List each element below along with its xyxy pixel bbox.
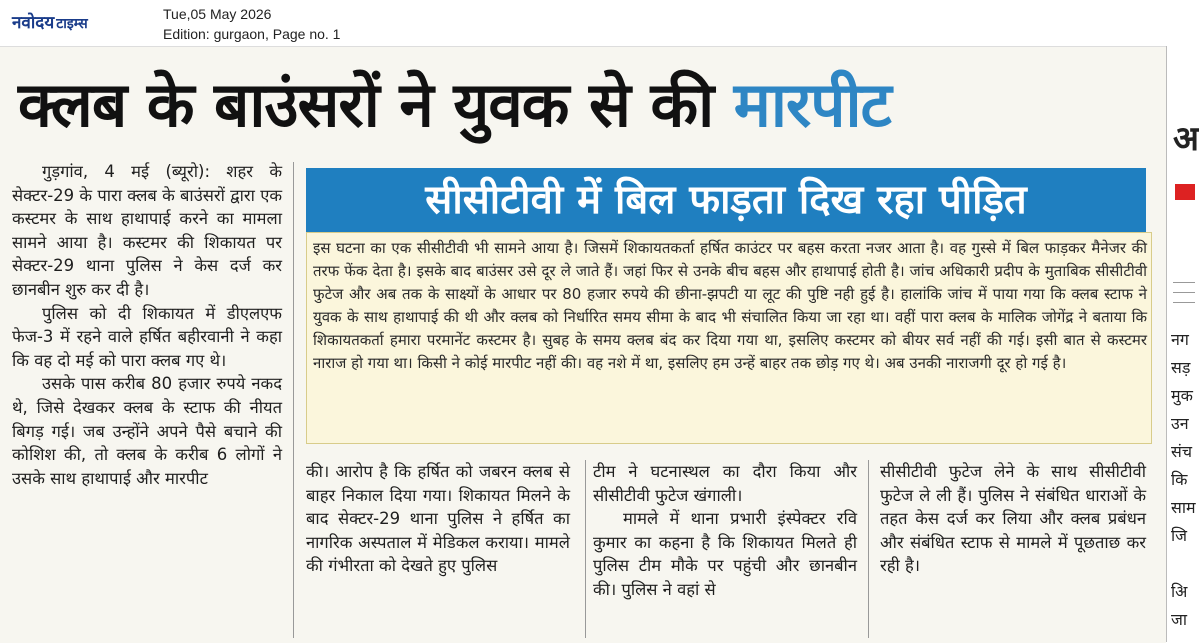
side-text-fragment: सड़ [1171, 358, 1191, 377]
headline-highlight: मारपीट [733, 68, 891, 141]
sub-headline-banner: सीसीटीवी में बिल फाड़ता दिख रहा पीड़ित [306, 168, 1146, 232]
boxed-paragraph: इस घटना का एक सीसीटीवी भी सामने आया है। जिसमें शिकायतकर्ता हर्षित काउंटर पर बहस करता नजर आता है। वह गुस्से में बिल फाड़कर मैनेजर की तरफ फेंक देता है। इसके बाद बाउंसर उसे दूर ले जाते हैं। जहां फिर से उनके बीच बहस और हाथापाई होती है। जांच अधिकारी प्रदीप के मुताबिक सीसीटीवी फुटेज और अब तक के साक्ष्यों के आधार पर 80 हजार रुपये की छीना-झपटी या लूट की पुष्टि नही हुई है। हालांकि जांच में पाया गया कि क्लब स्टाफ ने युवक के साथ हाथापाई की थी और क्लब को निर्धारित समय सीमा के बाद भी संचालित किया जा रहा था। वहीं पारा क्लब के मालिक जोगेंद्र ने बताया कि शिकायतकर्ता हमारा परमानेंट कस्टमर है। सुबह के समय क्लब बंद कर दिया गया था, इसलिए कस्टमर को बीयर सर्व नहीं की गई। इसी बात से कस्टमर नाराज हो गया था। किसी ने कोई मारपीट नहीं की। वह नशे में था, इसलिए हम उन्हें बाहर तक छोड़ गए थे। अब उनकी नाराजगी दूर हो गई है। [313, 239, 1147, 372]
side-text-fragment: कि [1171, 470, 1188, 489]
edition-page: Edition: gurgaon, Page no. 1 [163, 26, 341, 42]
paragraph: सीसीटीवी फुटेज लेने के साथ सीसीटीवी फुटेज ले ली हैं। पुलिस ने संबंधित धाराओं के तहत केस दर्ज कर लिया और क्लब प्रबंधन और संबंधित स्टाफ से मामले में पूछताछ कर रही है। [880, 462, 1146, 576]
masthead-bar [0, 0, 1194, 46]
column-divider [585, 460, 586, 638]
side-text-fragment: मुक [1171, 386, 1193, 405]
side-text-fragment: अि [1171, 582, 1188, 601]
side-red-marker [1175, 184, 1195, 200]
side-text-fragment: उन [1171, 414, 1189, 433]
paragraph: की। आरोप है कि हर्षित को जबरन क्लब से बाहर निकाल दिया गया। शिकायत मिलने के बाद सेक्टर-29 थाना पुलिस ने हर्षित का नागरिक अस्पताल में मेडिकल कराया। मामले की गंभीरता को देखते हुए पुलिस [306, 462, 570, 576]
column-divider [293, 162, 294, 638]
issue-date: Tue,05 May 2026 [163, 6, 272, 22]
paragraph: पुलिस को दी शिकायत में डीएलएफ फेज-3 में रहने वाले हर्षित बहीरवानी ने कहा कि वह दो मई को पारा क्लब गए थे। [12, 303, 282, 370]
paragraph: गुड़गांव, 4 मई (ब्यूरो): शहर के सेक्टर-29 के पारा क्लब के बाउंसरों द्वारा एक कस्टमर के साथ हाथापाई करने का मामला सामने आया है। कस्टमर की शिकायत पर सेक्टर-29 थाना पुलिस ने केस दर्ज कर छानबीन शुरु कर दी है। [12, 162, 282, 299]
newspaper-logo[interactable]: नवोदय टाइम्स [12, 13, 88, 33]
paragraph: टीम ने घटनास्थल का दौरा किया और सीसीटीवी फुटेज खंगाली। [593, 462, 857, 505]
side-divider [1173, 282, 1195, 283]
paragraph: उसके पास करीब 80 हजार रुपये नकद थे, जिसे देखकर क्लब के स्टाफ की नीयत बिगड़ गई। जब उन्होंने अपने पैसे बचाने की कोशिश की, तो क्लब के करीब 6 लोगों ने उसके साथ हाथापाई और मारपीट [12, 374, 282, 488]
edition-info [163, 4, 340, 44]
side-divider [1173, 292, 1195, 293]
article-column-1 [12, 160, 282, 640]
side-text-fragment: साम [1171, 498, 1196, 517]
side-divider [1173, 302, 1195, 303]
article-column-4 [880, 460, 1146, 640]
paragraph: मामले में थाना प्रभारी इंस्पेक्टर रवि कुमार का कहना है कि शिकायत मिलते ही पुलिस टीम मौके पर पहुंची और छानबीन की। पुलिस ने वहां से [593, 509, 857, 599]
article-column-3 [593, 460, 857, 640]
side-headline-fragment: अ [1173, 119, 1199, 159]
article-headline: क्लब के बाउंसरों ने युवक से की मारपीट [18, 68, 891, 141]
side-text-fragment: जा [1171, 610, 1188, 629]
article-column-2 [306, 460, 570, 640]
column-divider [868, 460, 869, 638]
highlight-box [306, 232, 1152, 444]
side-text-fragment: संच [1171, 442, 1192, 461]
side-text-fragment: नग [1171, 330, 1189, 349]
side-text-fragment: जि [1171, 526, 1188, 545]
adjacent-article-clip [1166, 46, 1199, 642]
